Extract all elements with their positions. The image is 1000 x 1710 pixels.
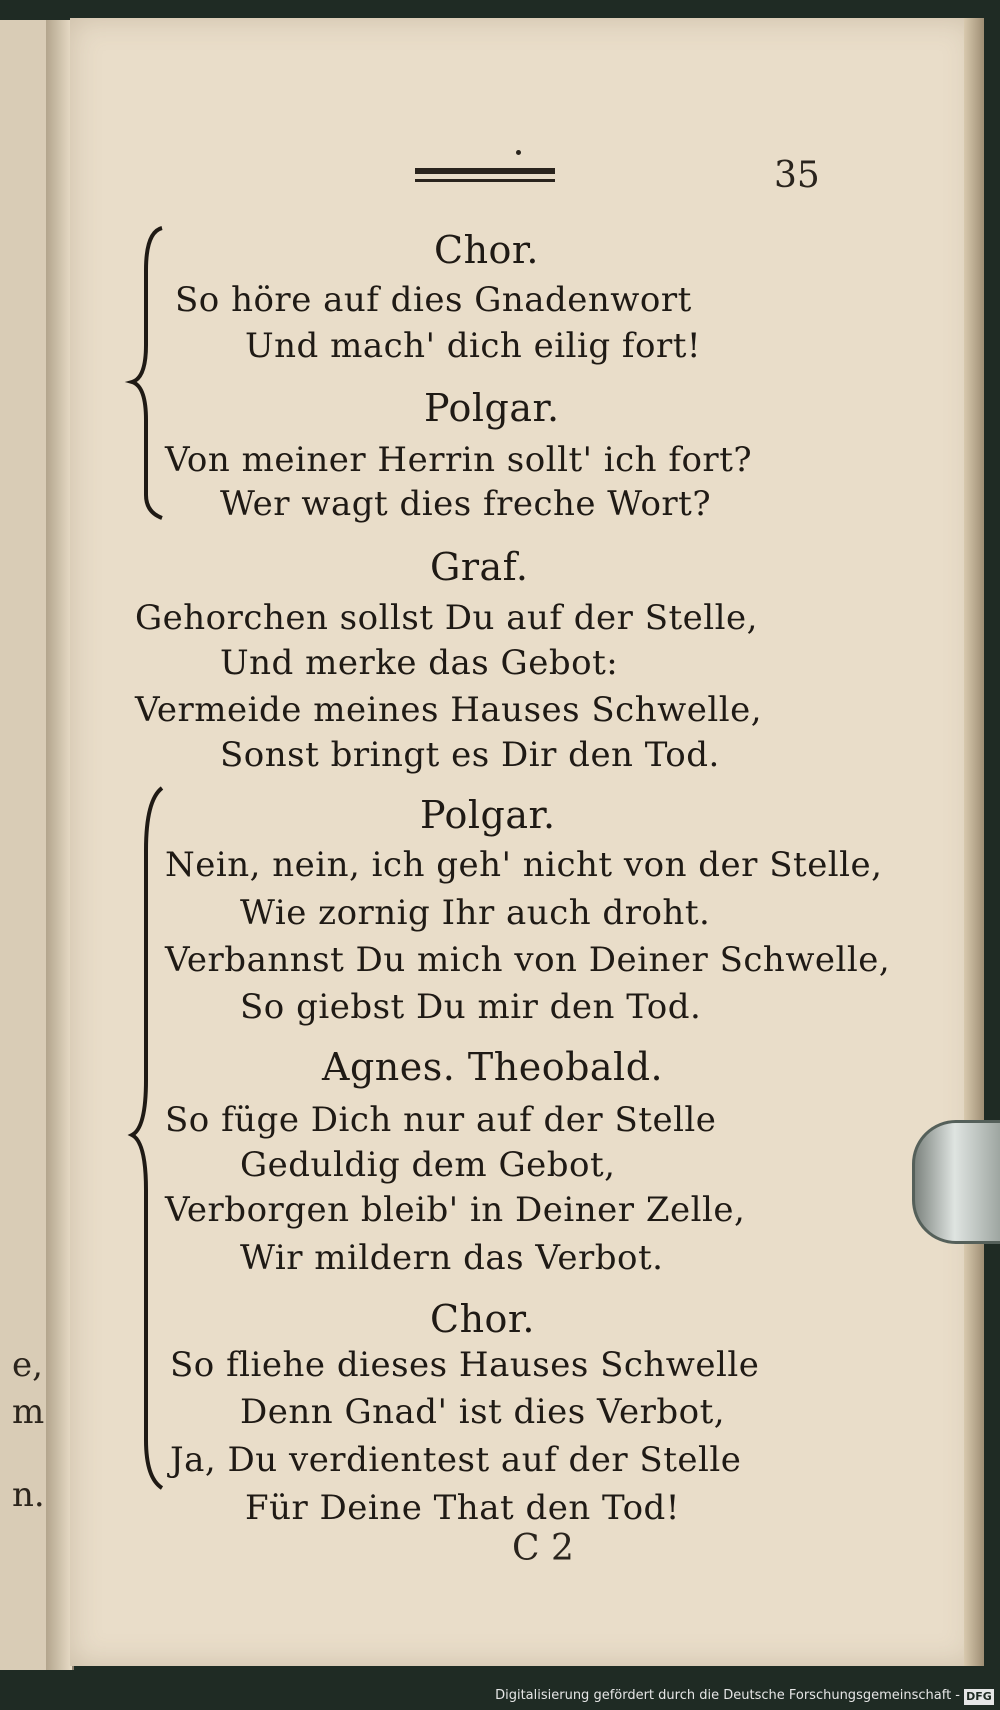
verse-line: Und merke das Gebot: [220,643,619,683]
verse-line: So fliehe dieses Hauses Schwelle [170,1345,760,1385]
verse-line: Denn Gnad' ist dies Verbot, [240,1392,726,1432]
speaker-name: Agnes. Theobald. [322,1045,664,1089]
speaker-name: Chor. [434,228,539,272]
verse-line: Sonst bringt es Dir den Tod. [220,735,720,775]
verse-line: Und mach' dich eilig fort! [245,326,702,366]
verse-line: Nein, nein, ich geh' nicht von der Stelle, [165,845,883,885]
verse-line: Für Deine That den Tod! [245,1488,680,1528]
verse-line: So füge Dich nur auf der Stelle [165,1100,717,1140]
speaker-name: Polgar. [424,386,560,430]
verse-line: Gehorchen sollst Du auf der Stelle, [135,598,758,638]
page-number: 35 [774,155,820,196]
speaker-name: Chor. [430,1297,535,1341]
verse-line: Von meiner Herrin sollt' ich fort? [165,440,753,480]
speaker-name: Graf. [430,545,529,589]
verse-line: Verborgen bleib' in Deiner Zelle, [165,1190,746,1230]
left-page-fragment: m [12,1392,45,1432]
verse-line: Wie zornig Ihr auch droht. [240,893,711,933]
signature-mark: C 2 [512,1528,574,1569]
verse-line: Ja, Du verdientest auf der Stelle [170,1440,742,1480]
page-clip [912,1120,1000,1244]
verse-line: So höre auf dies Gnadenwort [175,280,692,320]
verse-line: Vermeide meines Hauses Schwelle, [135,690,763,730]
verse-line: Geduldig dem Gebot, [240,1145,616,1185]
brace-lower [132,788,162,1488]
speaker-name: Polgar. [420,793,556,837]
dfg-logo: DFG [964,1689,994,1705]
verse-line: Verbannst Du mich von Deiner Schwelle, [165,940,891,980]
footer-credit: Digitalisierung gefördert durch die Deutsche Forschungsgemeinschaft - [495,1688,960,1703]
verse-line: Wir mildern das Verbot. [240,1238,664,1278]
verse-line: So giebst Du mir den Tod. [240,987,702,1027]
left-page-fragment: e, [12,1345,43,1385]
verse-line: Wer wagt dies freche Wort? [220,484,712,524]
brace-upper [132,228,162,518]
left-page-fragment: n. [12,1475,45,1515]
footer-bar [0,1686,1000,1710]
